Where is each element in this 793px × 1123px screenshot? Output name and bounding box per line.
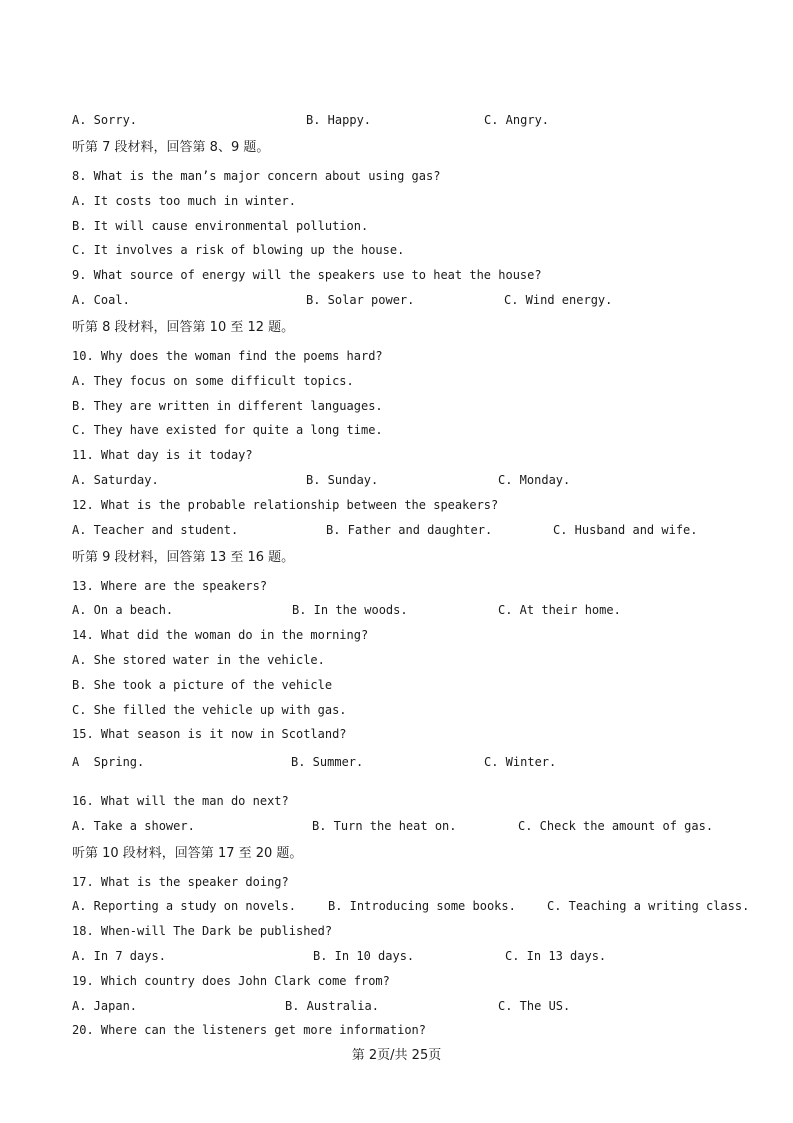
q17-option-b: B. Introducing some books. — [328, 899, 516, 913]
q15-stem: 15. What season is it now in Scotland? — [72, 727, 347, 741]
q12-option-b: B. Father and daughter. — [326, 523, 493, 537]
q13-option-a: A. On a beach. — [72, 603, 174, 617]
q14-option-c: C. She filled the vehicle up with gas. — [72, 703, 347, 717]
q12-stem: 12. What is the probable relationship between the speakers? — [72, 498, 499, 512]
q15-option-b: B. Summer. — [291, 755, 364, 769]
q19-option-c: C. The US. — [498, 999, 571, 1013]
q15-option-c: C. Winter. — [484, 755, 557, 769]
q20-stem: 20. Where can the listeners get more information? — [72, 1023, 427, 1037]
q9-option-c: C. Wind energy. — [504, 293, 613, 307]
q11-option-a: A. Saturday. — [72, 473, 159, 487]
q18-option-b: B. In 10 days. — [313, 949, 415, 963]
q7-option-a: A. Sorry. — [72, 113, 138, 127]
section-heading-10: 听第 10 段材料，回答第 17 至 20 题。 — [72, 846, 303, 861]
q10-option-b: B. They are written in different languages. — [72, 399, 383, 413]
q14-stem: 14. What did the woman do in the morning? — [72, 628, 369, 642]
q8-option-b: B. It will cause environmental pollution. — [72, 219, 369, 233]
q19-option-a: A. Japan. — [72, 999, 138, 1013]
q8-option-a: A. It costs too much in winter. — [72, 194, 296, 208]
q12-option-a: A. Teacher and student. — [72, 523, 239, 537]
section-heading-7: 听第 7 段材料，回答第 8、9 题。 — [72, 140, 270, 155]
q7-option-c: C. Angry. — [484, 113, 550, 127]
q14-option-b: B. She took a picture of the vehicle — [72, 678, 333, 692]
q16-stem: 16. What will the man do next? — [72, 794, 289, 808]
q13-option-c: C. At their home. — [498, 603, 621, 617]
section-heading-8: 听第 8 段材料，回答第 10 至 12 题。 — [72, 320, 295, 335]
section-heading-9: 听第 9 段材料，回答第 13 至 16 题。 — [72, 550, 295, 565]
q13-option-b: B. In the woods. — [292, 603, 408, 617]
q18-option-c: C. In 13 days. — [505, 949, 607, 963]
q17-option-a: A. Reporting a study on novels. — [72, 899, 296, 913]
q11-option-c: C. Monday. — [498, 473, 571, 487]
q12-option-c: C. Husband and wife. — [553, 523, 698, 537]
q11-stem: 11. What day is it today? — [72, 448, 253, 462]
q18-stem: 18. When-will The Dark be published? — [72, 924, 333, 938]
q19-option-b: B. Australia. — [285, 999, 379, 1013]
q9-option-b: B. Solar power. — [306, 293, 415, 307]
q16-option-a: A. Take a shower. — [72, 819, 195, 833]
q10-stem: 10. Why does the woman find the poems hard? — [72, 349, 383, 363]
q11-option-b: B. Sunday. — [306, 473, 379, 487]
q10-option-c: C. They have existed for quite a long time. — [72, 423, 383, 437]
q16-option-c: C. Check the amount of gas. — [518, 819, 714, 833]
q9-stem: 9. What source of energy will the speakers use to heat the house? — [72, 268, 542, 282]
q8-option-c: C. It involves a risk of blowing up the house. — [72, 243, 405, 257]
q7-option-b: B. Happy. — [306, 113, 372, 127]
page-footer: 第 2页/共 25页 — [351, 1048, 442, 1063]
q17-option-c: C. Teaching a writing class. — [547, 899, 750, 913]
q16-option-b: B. Turn the heat on. — [312, 819, 457, 833]
q14-option-a: A. She stored water in the vehicle. — [72, 653, 325, 667]
q18-option-a: A. In 7 days. — [72, 949, 166, 963]
q13-stem: 13. Where are the speakers? — [72, 579, 268, 593]
q10-option-a: A. They focus on some difficult topics. — [72, 374, 354, 388]
q17-stem: 17. What is the speaker doing? — [72, 875, 289, 889]
q15-option-a: A Spring. — [72, 755, 145, 769]
q9-option-a: A. Coal. — [72, 293, 130, 307]
q19-stem: 19. Which country does John Clark come from? — [72, 974, 390, 988]
q8-stem: 8. What is the man’s major concern about using gas? — [72, 169, 441, 183]
